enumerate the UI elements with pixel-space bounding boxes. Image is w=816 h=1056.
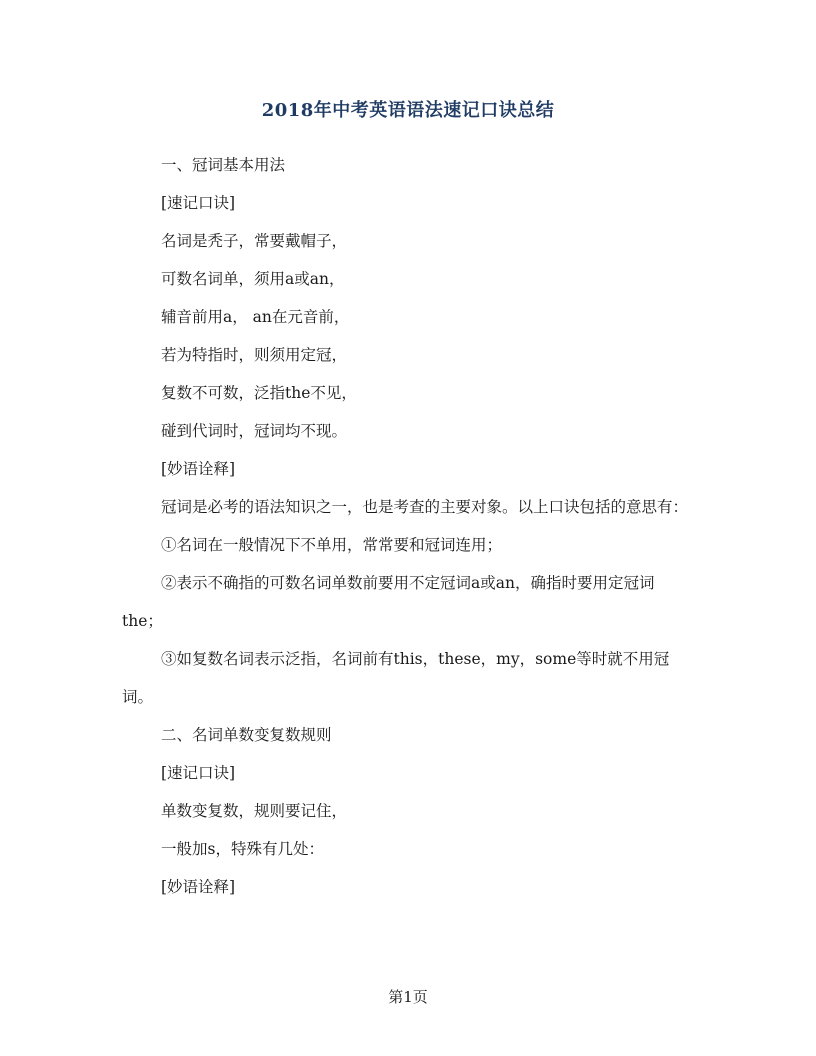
- mnemonic-line: 碰到代词时，冠词均不现。: [161, 422, 348, 440]
- document-body: [122, 146, 694, 906]
- mnemonic-line: 可数名词单，须用a或an，: [161, 270, 345, 288]
- mnemonic-line: 名词是秃子，常要戴帽子，: [161, 232, 348, 250]
- explanation-point: ②表示不确指的可数名词单数前要用不定冠词a或an，确指时要用定冠词the；: [122, 574, 655, 630]
- page-number: 第1页: [388, 988, 428, 1006]
- mnemonic-line: 一般加s，特殊有几处：: [161, 840, 324, 858]
- document-title: 2018年中考英语语法速记口诀总结: [261, 100, 555, 121]
- section-heading: 一、冠词基本用法: [161, 156, 286, 174]
- section-heading: 二、名词单数变复数规则: [161, 726, 332, 744]
- mnemonic-label: [速记口诀]: [161, 194, 236, 212]
- explanation-paragraph: 冠词是必考的语法知识之一，也是考查的主要对象。以上口诀包括的意思有：: [161, 498, 689, 516]
- explanation-label: [妙语诠释]: [161, 878, 236, 896]
- mnemonic-line: 辅音前用a， an在元音前，: [161, 308, 350, 326]
- explanation-label: [妙语诠释]: [161, 460, 236, 478]
- explanation-point: ③如复数名词表示泛指，名词前有this，these，my，some等时就不用冠词。: [122, 650, 670, 706]
- mnemonic-line: 单数变复数，规则要记住，: [161, 802, 348, 820]
- mnemonic-label: [速记口诀]: [161, 764, 236, 782]
- explanation-point: ①名词在一般情况下不单用，常常要和冠词连用；: [161, 536, 503, 554]
- mnemonic-line: 若为特指时，则须用定冠，: [161, 346, 348, 364]
- mnemonic-line: 复数不可数，泛指the不见，: [161, 384, 357, 402]
